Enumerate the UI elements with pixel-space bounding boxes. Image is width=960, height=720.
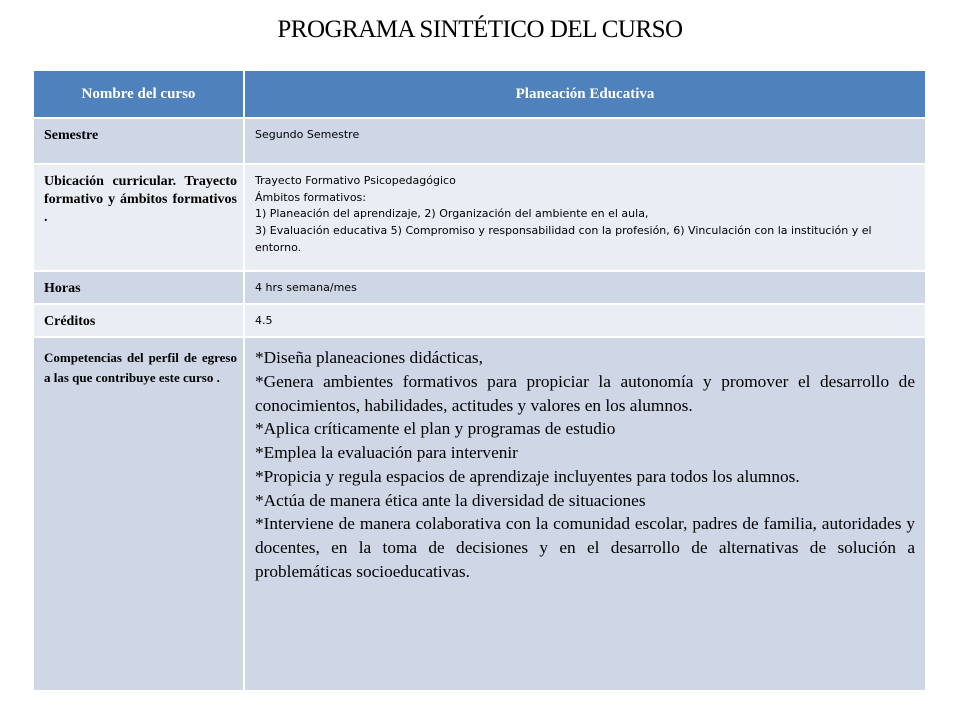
competencia-item: *Genera ambientes formativos para propiciar la autonomía y promover el desarrollo de conocimientos, habilidades, actitudes y valores en los alumnos. [255,371,915,415]
page-title: PROGRAMA SINTÉTICO DEL CURSO [277,16,683,43]
table-row-horas [34,271,926,304]
horas-label: Horas [34,271,244,304]
ubicacion-line: 3) Evaluación educativa 5) Compromiso y responsabilidad con la profesión, 6) Vinculación con la institución y el entorno. [255,224,872,254]
competencia-item: *Propicia y regula espacios de aprendizaje incluyentes para todos los alumnos. [255,466,800,486]
competencia-item: *Diseña planeaciones didácticas, [255,348,483,367]
header-course-name-label: Nombre del curso [34,71,244,118]
competencias-label: Competencias del perfil de egreso a las que contribuye este curso . [34,337,244,690]
competencias-list [244,337,926,690]
ubicacion-line: 1) Planeación del aprendizaje, 2) Organización del ambiente en el aula, [255,207,649,221]
table-header-row [34,71,926,118]
course-table [34,71,927,690]
competencia-item: *Aplica críticamente el plan y programas de estudio [255,419,616,439]
table-row-creditos [34,304,926,337]
competencia-item: *Interviene de manera colaborativa con la comunidad escolar, padres de familia, autoridades y docentes, en la toma de decisiones y en el desarrollo de alternativas de solución a problemáticas socioeducativas. [255,514,915,582]
semestre-value: Segundo Semestre [244,118,926,164]
table-row-competencias [34,337,926,690]
ubicacion-value [244,164,926,271]
ubicacion-line: Trayecto Formativo Psicopedagógico [255,174,456,187]
creditos-label: Créditos [34,304,244,337]
competencia-item: *Actúa de manera ética ante la diversidad de situaciones [255,490,646,510]
semestre-label: Semestre [34,118,244,164]
competencia-item: *Emplea la evaluación para intervenir [255,443,518,463]
table-row-semestre [34,118,926,164]
horas-value: 4 hrs semana/mes [244,271,926,304]
creditos-value: 4.5 [244,304,926,337]
table-row-ubicacion [34,164,926,271]
header-course-name-value: Planeación Educativa [244,71,926,118]
ubicacion-label: Ubicación curricular. Trayecto formativo y ámbitos formativos . [34,164,244,271]
ubicacion-line: Ámbitos formativos: [255,190,366,204]
